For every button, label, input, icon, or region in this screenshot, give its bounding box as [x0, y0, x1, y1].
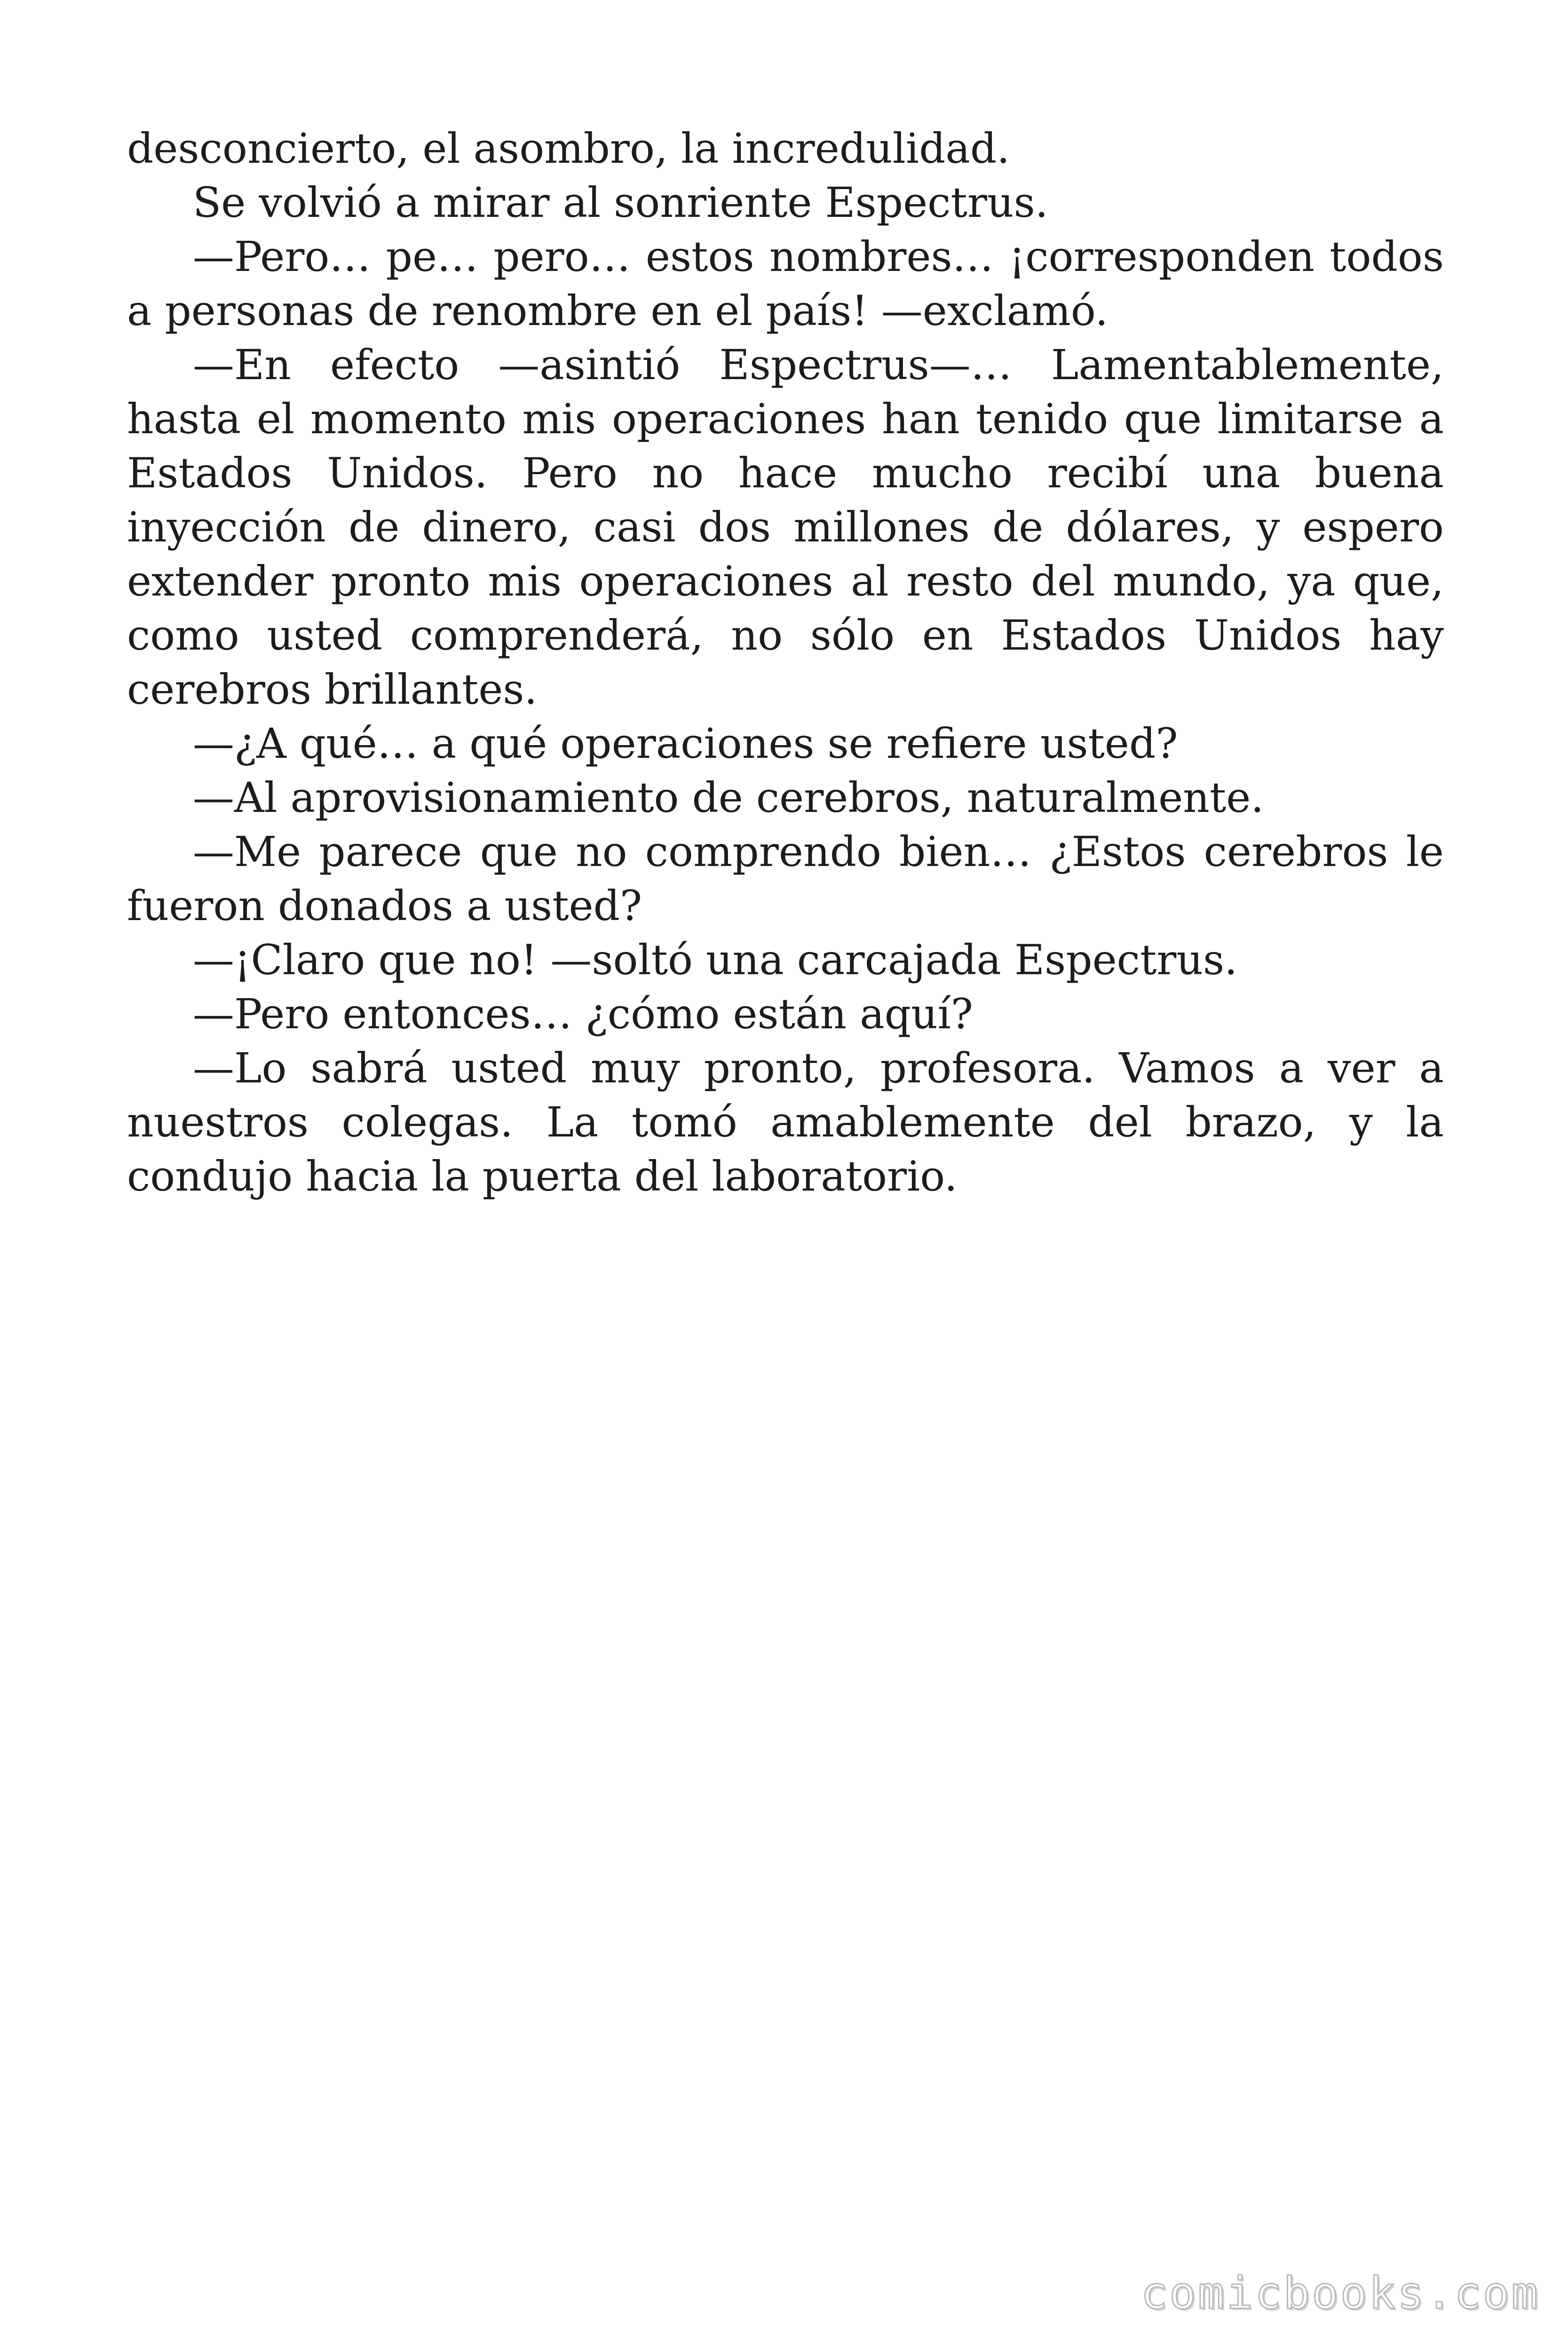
paragraph: —En efecto —asintió Espectrus—… Lamentablemente, hasta el momento mis operaciones han tenido que limitarse a Estados Unidos. Pero no hace mucho recibí una buena inyección de dinero, casi dos millones de dólares, y espero extender pronto mis operaciones al resto del mundo, ya que, como usted comprenderá, no sólo en Estados Unidos hay cerebros brillantes.	[127, 341, 1444, 714]
paragraph: —Pero entonces… ¿cómo están aquí?	[193, 990, 973, 1038]
paragraph: —Lo sabrá usted muy pronto, profesora. Vamos a ver a nuestros colegas. La tomó amablemente del brazo, y la condujo hacia la puerta del laboratorio.	[127, 1044, 1444, 1200]
paragraph: —Me parece que no comprendo bien… ¿Estos cerebros le fueron donados a usted?	[127, 827, 1444, 930]
paragraph: —Pero… pe… pero… estos nombres… ¡corresponden todos a personas de renombre en el país! —exclamó.	[127, 232, 1444, 335]
paragraph: —¡Claro que no! —soltó una carcajada Espectrus.	[193, 936, 1238, 984]
paragraph: Se volvió a mirar al sonriente Espectrus.	[193, 178, 1048, 227]
watermark: comicbooks.com	[1140, 2268, 1540, 2319]
paragraph: —Al aprovisionamiento de cerebros, naturalmente.	[193, 773, 1264, 822]
paragraph: —¿A qué… a qué operaciones se refiere usted?	[193, 719, 1178, 768]
paragraph: desconcierto, el asombro, la incredulidad.	[127, 124, 1010, 173]
body-text	[127, 121, 1444, 1203]
